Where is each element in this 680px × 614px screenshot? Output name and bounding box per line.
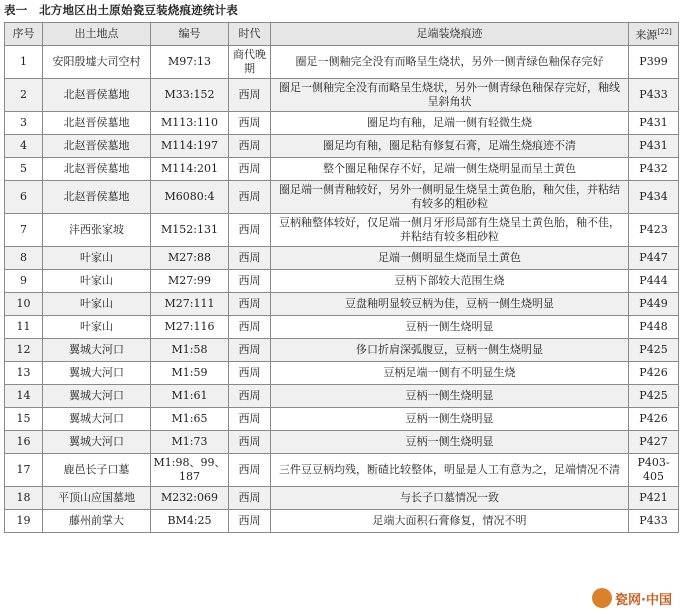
cell-site: 鹿邑长子口墓: [43, 453, 151, 486]
cell-era: 西周: [229, 246, 271, 269]
cell-source: P426: [629, 361, 679, 384]
header-source-ref: [22]: [657, 28, 672, 36]
cell-trace: 豆柄一侧生烧明显: [271, 315, 629, 338]
cell-source: P431: [629, 134, 679, 157]
cell-code: M1:58: [151, 338, 229, 361]
header-code: 编号: [151, 23, 229, 46]
cell-trace: 豆柄一侧生烧明显: [271, 384, 629, 407]
cell-source: P423: [629, 213, 679, 246]
table-row: [5, 338, 679, 361]
cell-trace: 圈足一侧釉完全没有而略呈生烧状，另外一侧青绿色釉保存完好: [271, 45, 629, 78]
cell-era: 西周: [229, 361, 271, 384]
cell-code: BM4:25: [151, 509, 229, 532]
cell-site: 翼城大河口: [43, 430, 151, 453]
cell-code: M113:110: [151, 111, 229, 134]
cell-no: 16: [5, 430, 43, 453]
cell-source: P434: [629, 180, 679, 213]
cell-code: M114:201: [151, 157, 229, 180]
watermark: [592, 588, 672, 608]
cell-code: M1:59: [151, 361, 229, 384]
cell-trace: 豆柄一侧生烧明显: [271, 407, 629, 430]
table-row: [5, 430, 679, 453]
cell-era: 西周: [229, 407, 271, 430]
table-row: [5, 453, 679, 486]
cell-era: 西周: [229, 453, 271, 486]
cell-era: 西周: [229, 157, 271, 180]
table-row: [5, 78, 679, 111]
cell-code: M114:197: [151, 134, 229, 157]
table-row: [5, 407, 679, 430]
cell-era: 西周: [229, 111, 271, 134]
cell-no: 1: [5, 45, 43, 78]
cell-no: 12: [5, 338, 43, 361]
cell-source: P444: [629, 269, 679, 292]
cell-code: M27:88: [151, 246, 229, 269]
cell-era: 西周: [229, 269, 271, 292]
table-row: [5, 134, 679, 157]
cell-trace: 圈足均有釉，圈足粘有修复石膏，足端生烧痕迹不清: [271, 134, 629, 157]
cell-no: 13: [5, 361, 43, 384]
table-row: [5, 111, 679, 134]
cell-code: M27:111: [151, 292, 229, 315]
cell-era: 西周: [229, 134, 271, 157]
cell-code: M97:13: [151, 45, 229, 78]
cell-source: P421: [629, 486, 679, 509]
cell-trace: 豆柄釉整体较好，仅足端一侧月牙形局部有生烧呈土黄色胎，釉不佳，并粘结有较多粗砂粒: [271, 213, 629, 246]
table-row: [5, 292, 679, 315]
header-no: 序号: [5, 23, 43, 46]
cell-site: 翼城大河口: [43, 384, 151, 407]
cell-trace: 足端一侧明显生烧而呈土黄色: [271, 246, 629, 269]
header-era: 时代: [229, 23, 271, 46]
cell-trace: 圈足均有釉，足端一侧有轻微生烧: [271, 111, 629, 134]
cell-trace: 豆柄下部较大范围生烧: [271, 269, 629, 292]
cell-source: P448: [629, 315, 679, 338]
cell-site: 翼城大河口: [43, 361, 151, 384]
header-row: [5, 23, 679, 46]
table-row: [5, 213, 679, 246]
cell-no: 5: [5, 157, 43, 180]
cell-era: 西周: [229, 430, 271, 453]
watermark-text: 瓷网·中国: [615, 592, 672, 608]
cell-no: 17: [5, 453, 43, 486]
cell-source: P426: [629, 407, 679, 430]
cell-era: 西周: [229, 315, 271, 338]
cell-code: M152:131: [151, 213, 229, 246]
cell-source: P433: [629, 509, 679, 532]
cell-era: 西周: [229, 292, 271, 315]
cell-trace: 侈口折肩深弧腹豆，豆柄一侧生烧明显: [271, 338, 629, 361]
cell-source: P425: [629, 384, 679, 407]
cell-code: M33:152: [151, 78, 229, 111]
cell-site: 安阳殷墟大司空村: [43, 45, 151, 78]
cell-code: M27:116: [151, 315, 229, 338]
table-caption: 表一 北方地区出土原始瓷豆装烧痕迹统计表: [4, 3, 238, 17]
cell-no: 3: [5, 111, 43, 134]
cell-trace: 圈足一侧釉完全没有而略呈生烧状，另外一侧青绿色釉保存完好，釉线呈斜角状: [271, 78, 629, 111]
cell-no: 10: [5, 292, 43, 315]
cell-code: M1:65: [151, 407, 229, 430]
cell-site: 叶家山: [43, 315, 151, 338]
cell-source: P403-405: [629, 453, 679, 486]
cell-site: 北赵晋侯墓地: [43, 111, 151, 134]
header-trace: 足端装烧痕迹: [271, 23, 629, 46]
cell-era: 西周: [229, 486, 271, 509]
cell-source: P399: [629, 45, 679, 78]
cell-source: P449: [629, 292, 679, 315]
cell-no: 11: [5, 315, 43, 338]
cell-source: P431: [629, 111, 679, 134]
cell-source: P425: [629, 338, 679, 361]
cell-trace: 三件豆豆柄均残，断碴比较整体，明显是人工有意为之，足端情况不清: [271, 453, 629, 486]
cell-site: 叶家山: [43, 269, 151, 292]
cell-source: P427: [629, 430, 679, 453]
table-row: [5, 384, 679, 407]
cell-source: P447: [629, 246, 679, 269]
table-row: [5, 246, 679, 269]
cell-trace: 与长子口墓情况一致: [271, 486, 629, 509]
table-row: [5, 315, 679, 338]
cell-site: 叶家山: [43, 292, 151, 315]
header-site: 出土地点: [43, 23, 151, 46]
cell-site: 平顶山应国墓地: [43, 486, 151, 509]
cell-era: 西周: [229, 338, 271, 361]
cell-trace: 豆柄一侧生烧明显: [271, 430, 629, 453]
watermark-logo-icon: [592, 588, 612, 608]
cell-site: 北赵晋侯墓地: [43, 180, 151, 213]
cell-code: M27:99: [151, 269, 229, 292]
cell-code: M232:069: [151, 486, 229, 509]
cell-code: M1:98、99、187: [151, 453, 229, 486]
table-row: [5, 486, 679, 509]
table-row: [5, 180, 679, 213]
table-row: [5, 269, 679, 292]
cell-site: 北赵晋侯墓地: [43, 157, 151, 180]
cell-site: 北赵晋侯墓地: [43, 134, 151, 157]
header-source: 来源[22]: [629, 23, 679, 46]
cell-code: M1:73: [151, 430, 229, 453]
cell-no: 4: [5, 134, 43, 157]
cell-site: 翼城大河口: [43, 338, 151, 361]
table-row: [5, 45, 679, 78]
cell-trace: 豆盘釉明显较豆柄为佳，豆柄一侧生烧明显: [271, 292, 629, 315]
cell-no: 19: [5, 509, 43, 532]
cell-no: 6: [5, 180, 43, 213]
cell-trace: 整个圈足釉保存不好，足端一侧生烧明显而呈土黄色: [271, 157, 629, 180]
cell-no: 9: [5, 269, 43, 292]
cell-site: 翼城大河口: [43, 407, 151, 430]
cell-no: 2: [5, 78, 43, 111]
cell-era: 西周: [229, 78, 271, 111]
cell-no: 8: [5, 246, 43, 269]
cell-source: P432: [629, 157, 679, 180]
cell-code: M6080:4: [151, 180, 229, 213]
cell-era: 西周: [229, 384, 271, 407]
cell-no: 14: [5, 384, 43, 407]
cell-no: 15: [5, 407, 43, 430]
cell-trace: 圈足端一侧青釉较好，另外一侧明显生烧呈土黄色胎，釉欠佳，并粘结有较多的粗砂粒: [271, 180, 629, 213]
cell-trace: 豆柄足端一侧有不明显生烧: [271, 361, 629, 384]
cell-site: 藤州前掌大: [43, 509, 151, 532]
cell-code: M1:61: [151, 384, 229, 407]
cell-site: 沣西张家坡: [43, 213, 151, 246]
cell-no: 18: [5, 486, 43, 509]
cell-trace: 足端大面积石膏修复，情况不明: [271, 509, 629, 532]
cell-source: P433: [629, 78, 679, 111]
cell-era: 西周: [229, 180, 271, 213]
table-row: [5, 361, 679, 384]
cell-site: 叶家山: [43, 246, 151, 269]
cell-era: 西周: [229, 213, 271, 246]
cell-site: 北赵晋侯墓地: [43, 78, 151, 111]
table-row: [5, 157, 679, 180]
table-row: [5, 509, 679, 532]
cell-era: 西周: [229, 509, 271, 532]
statistics-table: [4, 22, 679, 533]
cell-no: 7: [5, 213, 43, 246]
cell-era: 商代晚期: [229, 45, 271, 78]
